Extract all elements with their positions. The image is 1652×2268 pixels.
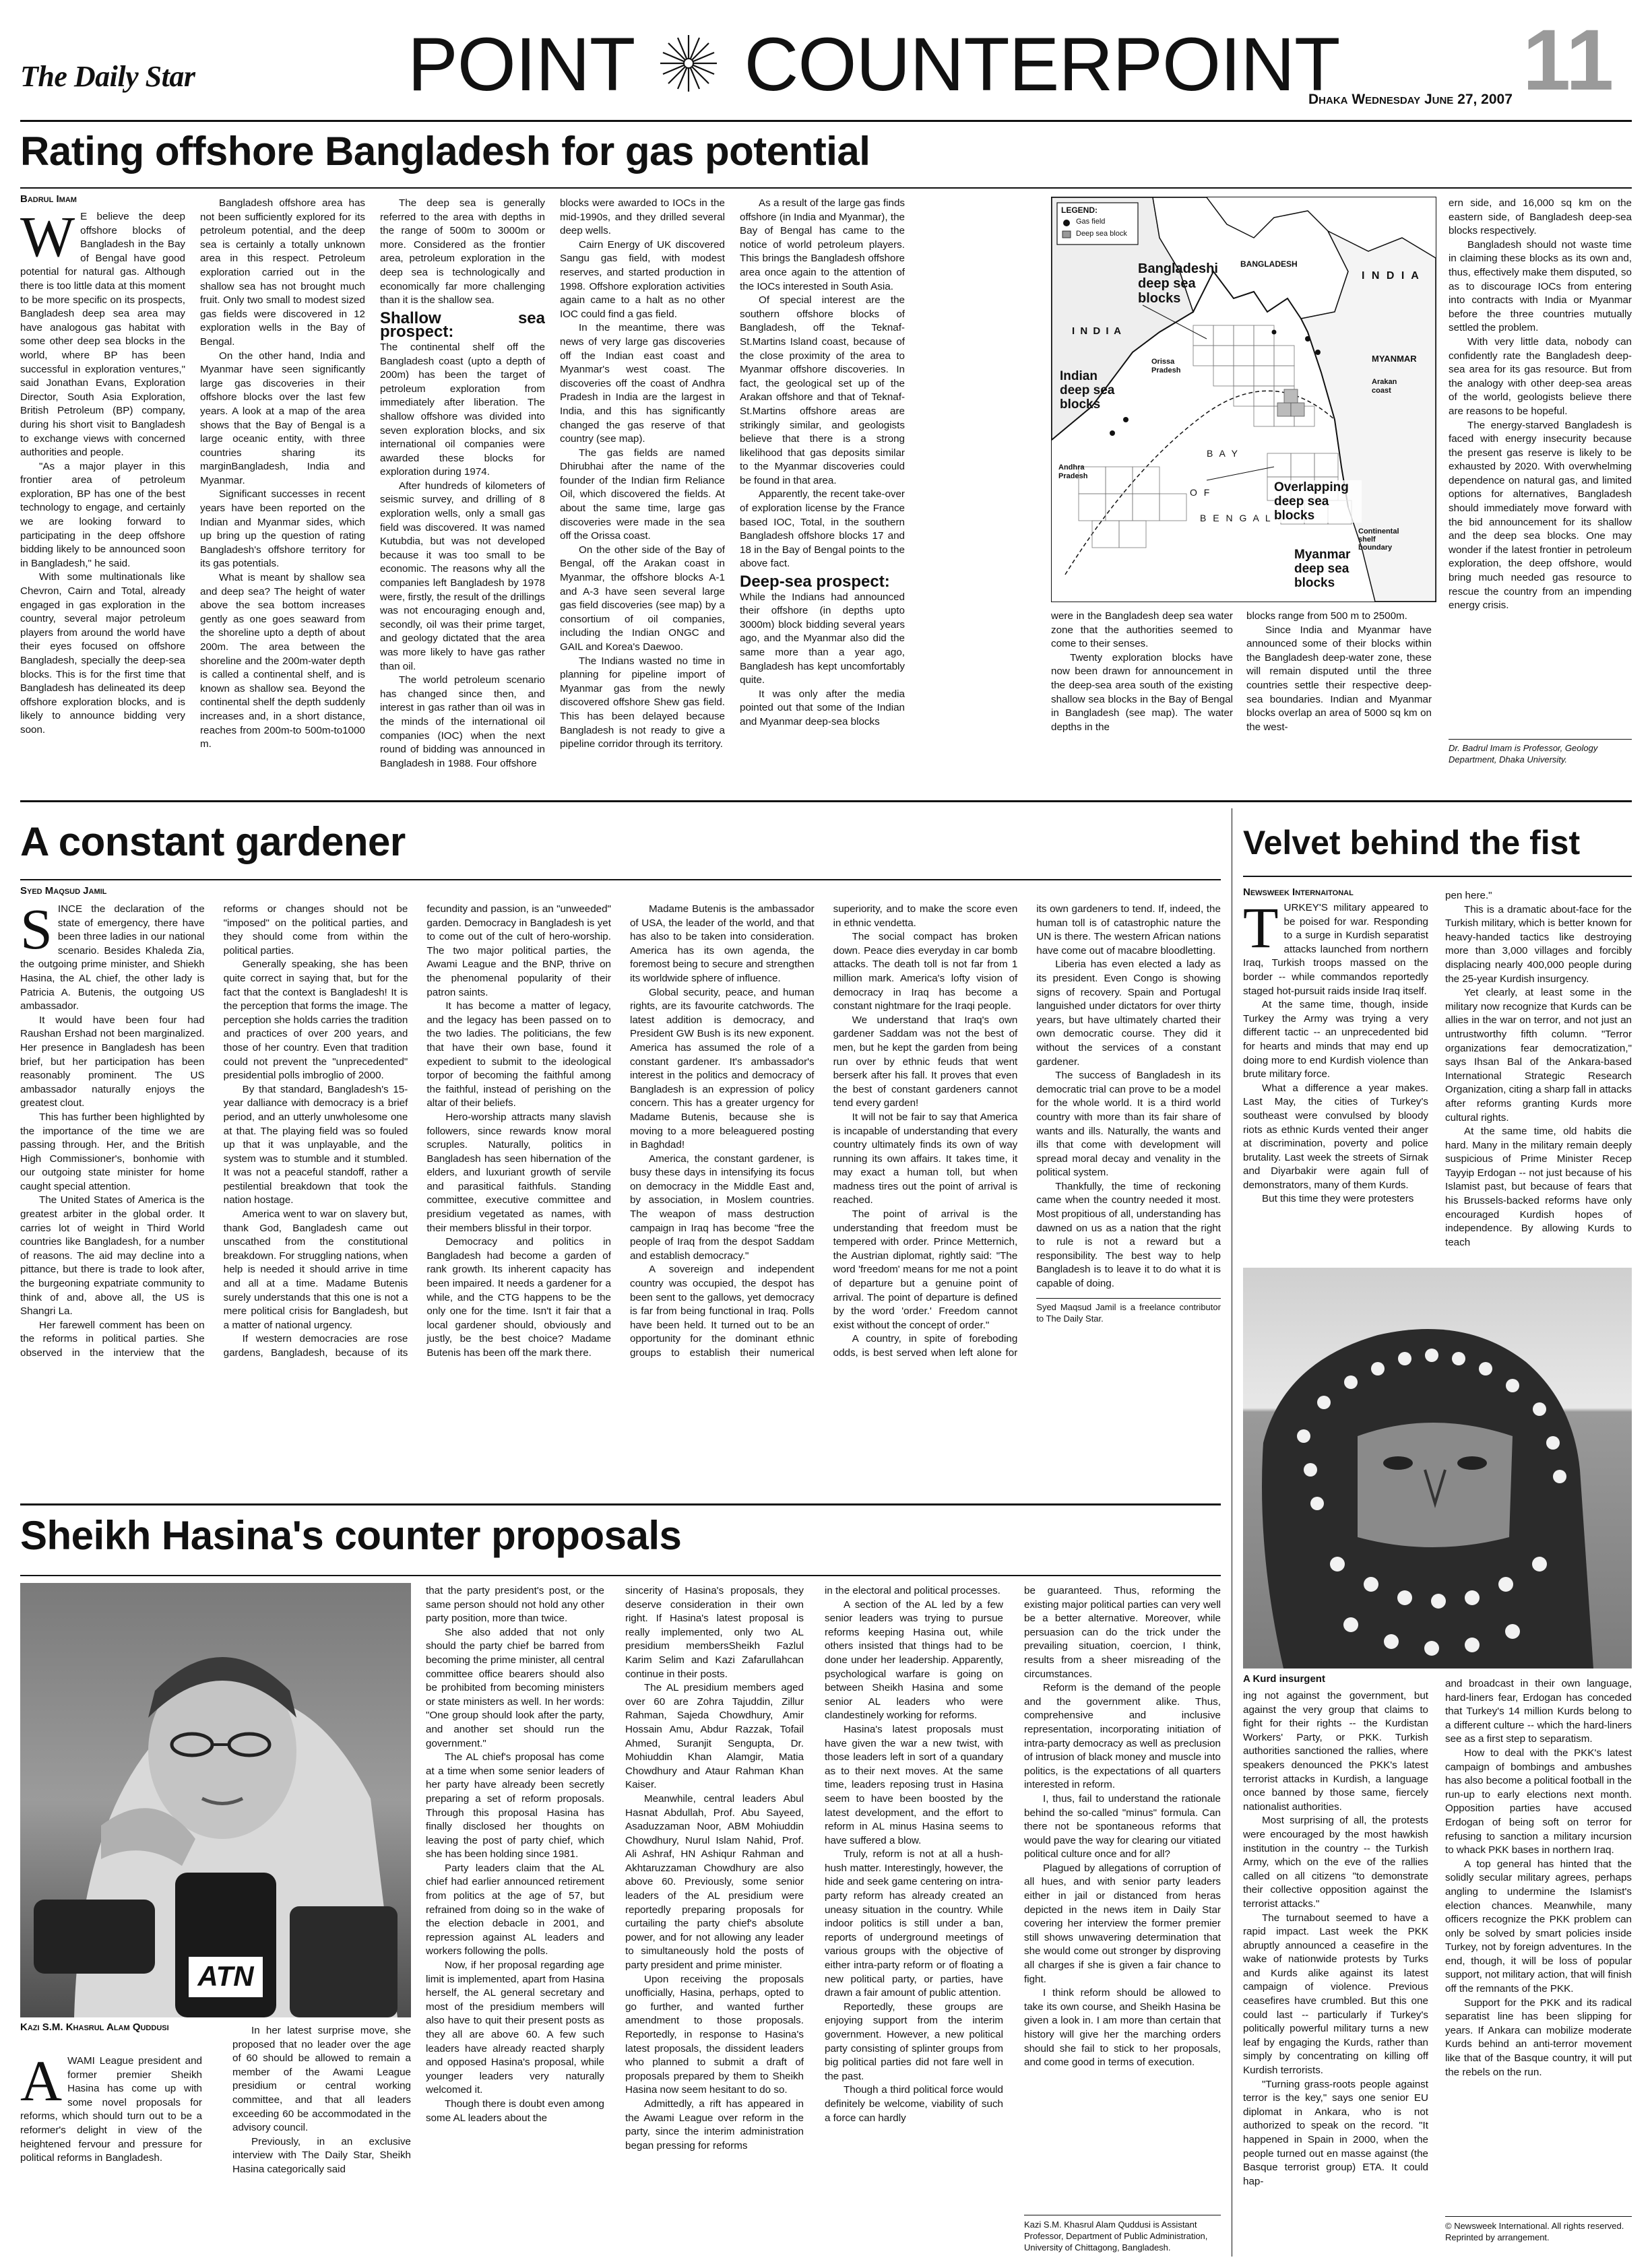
article3-p: ing not against the government, but against the very group that claims to fight for their rights -- the Kurdistan Workers' Party, or PKK. Turkish authorities sanctioned the rallies, where speakers denounced the PKK's latest terrorist attacks in Kurdish, a language once banned by those same, fiercely nationalist authorities. [1243,1690,1428,1813]
article3-col2 [1445,889,1632,1265]
article1-p: It was only after the media pointed out that some of the Indian and Myanmar deep-sea blocks [740,688,905,727]
article4-p: that the party president's post, or the same person should not hold any other party position, more than twice. [426,1585,604,1625]
article2-p: A country, in spite of foreboding odds, is best served when left alone for its own gardeners to tend. If, indeed, the human toll is of catastrophic nature the UN is there. The western African nations have come out of macabre bloodletting. [833,903,1221,1359]
article4-p: In her latest surprise move, she proposed that no leader over the age of 60 should be allowed to remain a member of the Awami League presidium or central working committee, and that all leaders exceeding 60 be accommodated in the advisory council. [232,2025,411,2134]
article2-p: America, the constant gardener, is busy these days in intensifying its focus on democracy in the Middle East and, by association, in Moslem countries. The weapon of mass destruction campaign in Iraq has become "free the people of Iraq from the despot Saddam and establish democracy." [629,1153,815,1262]
article4-p: I think reform should be allowed to take its own course, and Sheikh Hasina be given a look in. I am more than certain that history will give her the marching orders should she fail to stick to her proposals, and come good in terms of execution. [1024,1987,1221,2069]
map-label-bangladesh: BANGLADESH [1240,259,1298,269]
article4-p: Reform is the demand of the people and the government alike. Thus, comprehensive and inclusive representation, incorporating initiation of intra-party democracy as well as preclusion of intrusion of black money and muscle into politics, is the expectations of all quarters interested in reform. [1024,1682,1221,1791]
article4-p: be guaranteed. Thus, reforming the existing major political parties can very well be a better alternative. Moreover, while persuasion can do the trick under the prevailing situation, coercion, I think, results from a sheer misreading of the circumstances. [1024,1585,1221,1680]
article1-p: As a result of the large gas finds offshore (in India and Myanmar), the Bay of Bengal has came to the notice of world petroleum players. This brings the Bangladesh offshore area once again to the attention of the IOCs interested in South Asia. [740,197,905,292]
article1-p: The deep sea is generally referred to the area with depths in the range of 500m to 3000m or more. Considered as the frontier area, petroleum exploration in the deep sea is technologically and economically far more challenging than it is the shallow sea. [380,197,545,306]
article1-p: were in the Bangladesh deep sea water zone that the authorities seemed to come to their senses. [1051,610,1233,650]
compass-star-icon [658,32,720,94]
map-label-india-right: I N D I A [1362,270,1421,282]
article2-p: INCE the declaration of the state of emergency, there have been three ladies in our national scenario. Besides Khaleda Zia, the outgoing prime minister, and Shiekh Hasina, the AL chief, the other lady is Patricia A. Butenis, the outgoing US ambassador. [20,903,205,1012]
article1-p: blocks range from 500 m to 2500m. [1246,610,1407,622]
article2-p: Thankfully, the time of reckoning came when the country needed it most. Most propitious of all, understanding has dawned on us as a nation that the right to rule is not a reward but a responsibility. The best way to help Bangladesh is to leave it to do what it is capable of doing. [1036,1180,1221,1290]
article3-p: URKEY'S military appeared to be poised for war. Responding to a surge in Kurdish separatist attacks launched from northern Iraq, Turkish troops massed on the border -- while commandos reportedly staged hot-pursuit raids inside Iraq itself. [1243,902,1428,997]
article1-subhead: Shallow sea prospect: [380,309,545,342]
article1-col8 [1449,197,1632,736]
article2-rule [20,879,1221,880]
sheikh-hasina-photo [20,1583,411,2017]
article4-p: Previously, in an exclusive interview with The Daily Star, Sheikh Hasina categorically said [232,2135,411,2175]
article3-p: Yet clearly, at least some in the military now recognize that Kurds can be allies in the war on terror, and not just an untrustworthy fifth column. "Terror organizations fear democratization," says Ihsan Bal of the Ankara-based International Strategic Research Organization, citing a sharp fall in attacks after reforms granting Kurds more cultural rights. [1445,987,1632,1124]
kurd-insurgent-photo [1243,1268,1632,1668]
article2-headline: A constant gardener [20,819,406,864]
map-label-india-left: I N D I A [1072,325,1122,337]
article3-p: This is a dramatic about-face for the Turkish military, which is better known for heavy-handed tactics like destroying more than 3,000 villages and forcibly displacing nearly 400,000 people during the 25-year Kurdish insurgency. [1445,903,1632,985]
map-label-bengal: B E N G A L [1200,513,1273,523]
page-number: 11 [1523,12,1614,108]
article4-p: A section of the AL led by a few senior leaders was trying to pursue reforms keeping Hasina out, while others insisted that things had to be done under her leadership. Apparently, psychological warfare is going on between Sheikh Hasina and some senior AL leaders who were clandestinely working for reforms. [825,1598,1003,1722]
article4-col4 [625,1584,804,2257]
article4-p: Plagued by allegations of corruption of all hues, and with senior party leaders either in jail or distanced from heras depicted in the news item in Daily Star covering her interview the former premier still shows unwavering determination that she would come out stronger by disproving all charges if she is given a fair chance to fight. [1024,1862,1221,1985]
article3-p: Support for the PKK and its radical separatist line has been slipping for years. If Ankara can mobilize moderate Kurds behind an anti-terror movement like that of the Basque country, it will put the rebels on the run. [1445,1997,1632,2078]
article1-p: On the other hand, India and Myanmar have seen significantly large gas discoveries in their offshore blocks over the last few years. A look at a map of the area shows that the Bay of Bengal is a large oceanic entity, with three countries sharing its marginBangladesh, India and Myanmar. [200,350,365,486]
map-label-orissa: Orissa Pradesh [1151,358,1181,375]
article1-p: The energy-starved Bangladesh is faced with energy insecurity because the present gas reserve is likely to be exhausted by 2020. With overwhelming dependence on natural gas, and limited options for alternatives, Bangladesh should immediately move forward with the bid announcement for its shallow and the deep sea blocks. One may wonder if the latest frontier in petroleum exploration, the deep offshore, would bring much needed gas resource to rescue the country from an impending energy crisis. [1449,419,1632,612]
article1-headline: Rating offshore Bangladesh for gas potential [20,129,870,174]
article2-p: Generally speaking, she has been quite correct in saying that, but for the fact that the context is Bangladesh! It is the perception that forms the image. The perception she holds carries the tradition and practices of over 200 years, and those of her country. Even that tradition could not prevent the "unprecedented" presidential polls imbroglio of 2000. [223,959,408,1082]
article1-col6 [1051,610,1233,790]
article3-p: pen here." [1445,890,1492,901]
article1-p: Bangladesh should not waste time in claiming these blocks as its own and, thus, effectively make them disputed, so as to discourage IOCs from entering into contracts with India or Myanmar before the three countries mutually settled the problem. [1449,238,1632,334]
section-divider-2 [20,1503,1221,1505]
article3-rule [1243,876,1632,877]
article1-p: With some multinationals like Chevron, Cairn and Total, already engaged in gas exploration in the country, several major petroleum players from around the world have their eyes focused on offshore Bangladesh, specially the deep-sea blocks. This is for the first time that Bangladesh has delineated its deep offshore exploration blocks, and is likely to announce bidding very soon. [20,571,185,736]
article1-p: Since India and Myanmar have announced some of their blocks within the Bangladesh deep-water zone, these will remain disputed until the three countries settle their respective deep-sea boundaries. Indian and Myanmar blocks overlap an area of 5000 sq km on the west- [1246,624,1432,733]
map-legend-title: LEGEND: [1061,205,1098,215]
section-title-counterpoint: COUNTERPOINT [744,22,1340,106]
article4-p: Truly, reform is not at all a hush-hush matter. Interestingly, however, the hide and seek game centering on intra-party reform has already created an uneasy situation in the country. While indoor politics is still under a ban, reports of underground meetings of various groups with the objective of either intra-party reform or of floating a new political party, or parties, have drawn a fair amount of public attention. [825,1848,1003,1999]
article1-p: ern side, and 16,000 sq km on the eastern side, of Bangladesh deep-sea blocks respectively. [1449,197,1632,237]
article1-p: Of special interest are the southern offshore blocks of Bangladesh, off the Teknaf-St.Martins Island coast, because of the close proximity of the area to Myanmar offshore discoveries. In fact, the geological set up of the Arakan offshore and that of Teknaf-St.Martins offshore areas are strikingly similar, and geologists believe that there is a strong likelihood that gas deposits similar to the Myanmar discoveries could be found in that area. [740,294,905,486]
map-legend-deep: Deep sea block [1076,230,1127,238]
article1-p: Cairn Energy of UK discovered Sangu gas field, with modest reserves, and started production in 1998. Offshore exploration activities again came to a halt as no other IOC could find a gas field. [560,238,725,320]
article1-rule [20,187,1632,189]
article1-p: The Indians wasted no time in planning for pipeline import of Myanmar gas from the newly discovered offshore Shew gas field. This has been delayed because Bangladesh is not ready to give a pipeline corridor through its territory. [560,655,725,750]
article1-p: With very little data, nobody can confidently rate the Bangladesh deep-sea area for its gas resource. But from the analogy with other deep-sea areas of the world, geologists believe there are reasons to be hopeful. [1449,335,1632,417]
map-label-myanmar-blocks: Myanmar deep sea blocks [1294,548,1351,590]
map-label-of: O F [1190,487,1212,498]
article4-p: in the electoral and political processes. [825,1585,1000,1596]
article4-p: Upon receiving the proposals unofficially, Hasina, perhaps, opted to go further, and wanted further amendment to those proposals. Reportedly, in response to Hasina's latest proposals, the dissident leaders who planned to submit a draft of proposals prepared by them to Sheikh Hasina now seem hesitant to do so. [625,1973,804,2096]
article2-byline: Syed Maqsud Jamil [20,885,107,897]
article4-p: The AL presidium members aged over 60 are Zohra Tajuddin, Zillur Rahman, Sajeda Chowdhury, Amir Hossain Amu, Abdur Razzak, Tofail Ahmed, Suranjit Sengupta, Dr. Mohiuddin Khan Alamgir, Matia Chowdhury and Ataur Rahman Khan Kaiser. [625,1682,804,1791]
article3-p: "Turning grass-roots people against terror is the key," says one senior EU diplomat in Ankara, who is not authorized to speak on the record. "It happened in Spain in 2000, when the people turned out en masse against (the Basque terrorist group) ETA. It could hap- [1243,2078,1428,2187]
masthead-rule [20,120,1632,122]
article3-p: At the same time, though, inside Turkey the Army was trying a very different tactic -- an unprecedented bid for hearts and minds that may end up doing more to end Kurdish violence than brute military force. [1243,999,1428,1080]
article4-col5 [825,1584,1003,2257]
article4-p: She also added that not only should the party chief be barred from becoming the prime minister, all central committee office bearers should also be prohibited from becoming ministers or state ministers as well. In her words: "One group should look after the party, and another set should run the government." [426,1626,604,1749]
map-label-overlap: Overlapping deep sea blocks [1274,480,1362,523]
article4-p: Hasina's latest proposals must have given the war a new twist, with those leaders left in sort of a quandary as to their next moves. At the same time, leaders reposing trust in Hasina seem to have been boosted by the latest development, and the effort to reform in AL minus Hasina seems to have suffered a blow. [825,1723,1003,1846]
article1-col7 [1246,610,1432,790]
article4-p: Party leaders claim that the AL chief had earlier announced retirement from politics at the age of 57, but refrained from doing so in the wake of the election debacle in 2001, and repression against AL leaders and workers following the polls. [426,1862,604,1957]
section-title-point: POINT [408,22,634,106]
hasina-figure [20,1583,411,2017]
article1-p: After hundreds of kilometers of seismic survey, and drilling of 8 exploration wells, only a small gas field was discovered. It was named Kutubdia, but was not developed because it was too small to be economic. The reasons why all the companies left Bangladesh by 1978 were, firstly, the result of the drillings was not encouraging enough and, secondly, oil was their prime target, and geology dictated that the area was more likely to have gas rather than oil. [380,480,545,672]
article4-p: sincerity of Hasina's proposals, they deserve consideration in their own right. If Hasina's latest proposal is really implemented, only two AL presidium membersSheikh Fazlul Karim Selim and Kazi Zafarullahcan continue in their posts. [625,1585,804,1680]
article3-headline: Velvet behind the fist [1243,824,1581,862]
article3-p: The turnabout seemed to have a rapid impact. Last week the PKK abruptly announced a ceasefire in the wake of nationwide protests by Turks and Kurds alike against its latest campaign of violence. Previous ceasefires have crumbled. But this one could last -- particularly if Turkey's politically powerful military turns a new leaf by engaging the Kurds, rather than simply by concentrating on killing off Kurdish terrorists. [1243,1912,1428,2077]
article3-dropcap: T [1243,901,1279,960]
article2-p: This has further been highlighted by the importance of the time we are passing through. Her, and the British High Commissioner's, bonhomie with our outgoing state minister for home caught special attention. [20,1111,205,1192]
article3-p: At the same time, old habits die hard. Many in the military remain deeply suspicious of Prime Minister Recep Tayyip Erdogan -- not just because of his Islamist past, but because of fears that his Brussels-backed reforms have only encouraged Kurdish hopes of independence. By allowing Kurds to teach [1445,1126,1632,1248]
article1-dropcap: W [20,210,75,269]
article1-col1 [20,210,185,789]
article4-headline: Sheikh Hasina's counter proposals [20,1513,682,1558]
gas-map [1051,197,1436,602]
article1-p: The world petroleum scenario has changed since then, and interest in gas rather than oil was in the minds of the international oil companies (IOC) when the next round of bidding was announced in Bangladesh in 1988. Four offshore [380,674,545,769]
article2-p: If western democracies are rose gardens, Bangladesh, because of its fecundity and passion, is an "unweeded" garden. Democracy in Bangladesh is yet to come out of the cult of hero-worship. The two major political parties, the Awami League and the BNP, thrive on the phenomenal popularity of their patron saints. [223,903,611,1359]
article1-p: While the Indians had announced their offshore (in depths upto 3000m) block bidding several years ago, and the Myanmar also did the same more than a year ago, Bangladesh has kept uncomfortably quite. [740,591,905,686]
article3-p: and broadcast in their own language, hard-liners fear, Erdogan has conceded that Turkey's 14 million Kurds belong to a different culture -- which the hard-liners see as a first step to separatism. [1445,1678,1632,1745]
map-label-shelf: Continental shelf boundary [1358,527,1399,552]
article1-p: What is meant by shallow sea and deep sea? The height of water above the sea bottom increases gently as one goes seaward from the shoreline upto a depth of about 200m. The area between the shoreline and the 200m-water depth is called a continental shelf, and is known as shallow sea. Beyond the continental shelf the depth suddenly increases and, in a short distance, reaches from 200m-to 500m-to1000 m. [200,572,365,750]
article2-p: Democracy and politics in Bangladesh had become a garden of rank growth. Its inherent capacity has been impaired. It needs a gardener for a while, and the CTG happens to be the only one for the time. Isn't it fair that a local gardener should, obviously and justly, be the best choice? Madame Butenis has been off the mark there. [426,1236,611,1359]
article2-p: The social compact has broken down. Peace dies everyday in car bomb attacks. The death toll is not far from 1 million mark. America's lofty vision of democracy in Iraq has become a constant nightmare for the Iraqi people. [833,931,1018,1012]
article4-col1 [20,2054,202,2257]
map-label-bay: B A Y [1207,448,1240,459]
article4-col2 [232,2024,411,2257]
article2-dropcap: S [20,903,53,961]
map-legend-gas: Gas field [1076,218,1106,226]
article2-p: America went to war on slavery but, thank God, Bangladesh came out unscathed from the constitutional breakdown. For struggling nations, when help is needed it should arrive in time and all at a time. Madame Butenis surely understands that this one is not a mere political crisis for Bangladesh, but a matter of national urgency. [223,1208,408,1331]
article2-p: By that standard, Bangladesh's 15-year dalliance with democracy is a brief period, and an utterly unwholesome one at that. The playing field was so fouled up that it was unplayable, and the system was to stumble and it stumbled. It was not a peaceful standoff, rather a pestilential breakdown that took the nation hostage. [223,1083,408,1206]
article1-p: blocks were awarded to IOCs in the mid-1990s, and they drilled several deep wells. [560,197,725,237]
article1-footnote-rule [1449,739,1632,740]
section-title [408,22,1340,106]
article2-p: Her farewell comment has been on the reforms in political parties. She observed in the interview that the reforms or changes should not be "imposed" on the political parties, and they should come from within the political parties. [20,903,408,1359]
article2-p: It has become a matter of legacy, and the legacy has been passed on to the two ladies. The politicians, the few that have their own base, found it expedient to submit to the ideological torpor of becoming the faithful among the faithful, instead of perishing on the altar of their beliefs. [426,1000,611,1109]
atn-mic-label: ATN [197,1960,254,1992]
article1-p: The gas fields are named Dhirubhai after the name of the founder of the Indian firm Reliance Oil, which discovered the fields. At about the same time, large gas discoveries were made in the sea off the Orissa coast. [560,447,725,542]
article3-footnote-rule [1445,2216,1632,2217]
map-label-indian-blocks: Indian deep sea blocks [1060,369,1115,412]
article3-p: How to deal with the PKK's latest campaign of bombings and ambushes has also become a political football in the run-up to early elections next month. Opposition parties have accused Erdogan of being soft on terror for refusing to sanction a military incursion to whack PKK bases in northern Iraq. [1445,1747,1632,1856]
article4-byline: Kazi S.M. Khasrul Alam Quddusi [20,2021,169,2033]
article4-dropcap: A [20,2054,63,2113]
article3-byline: Newsweek Internaitonal [1243,886,1354,898]
article4-p: Reportedly, these groups are enjoying support from the interim government. However, a new political party consisting of splinter groups from big political parties did not fare well in the past. [825,2001,1003,2082]
article1-p: E believe the deep offshore blocks of Bangladesh in the Bay of Bengal have good potential for natural gas. Although there is too little data at this moment to be more specific on its prospects, Bangladesh deep sea area may have analogous gas habitat with some other deep sea blocks in the world, where BP has been successful in exploration ventures," said Jonathan Evans, Exploration Director, South Asia Exploration, British Petroleum (BP) company, during his short visit to Bangladesh to exchange views with concerned authorities and people. [20,211,185,459]
paper-logo: The Daily Star [20,60,195,93]
article1-p: In the meantime, there was news of very large gas discoveries off the Indian east coast and Myanmar's west coast. The discoveries off the coast of Andhra Pradesh in India are the largest in India, and this has significantly changed the gas reserve of that country (see map). [560,322,725,445]
article1-p: Significant successes in recent years have been reported on the Indian and Myanmar sides, which up bring up the question of rating Bangladesh's offshore territory for its gas potentials. [200,488,365,570]
article2-p: The success of Bangladesh in its democratic trial can prove to be a model for the whole world. It is a third world country with more than its fair share of wants and ills. Naturally, the wants and ills that come with development will spread moral decay and venality in the political system. [1036,1070,1221,1179]
map-label-andhra: Andhra Pradesh [1058,463,1088,480]
article4-p: Now, if her proposal regarding age limit is implemented, apart from Hasina herself, the AL general secretary and most of the presidium members will also have to quit their present posts as they all are above 60. A few such leaders have already reacted sharply and opposed Hasina's proposal, while younger leaders very naturally welcomed it. [426,1959,604,2096]
article3-col1 [1243,901,1428,1265]
article3-p: What a difference a year makes. Last May, the cities of Turkey's southeast were convulsed by bloody riots as ethnic Kurds vented their anger at discrimination, poverty and police brutality. Last week the streets of Sirnak and Diyarbakir were again full of demonstrators, many of them Kurds. [1243,1082,1428,1191]
article2-p: Liberia has even elected a lady as its president. Even Congo is showing signs of recovery. Spain and Portugal languished under dictators for over thirty years, but have ultimately charted their own democratic course. They did it without the services of a constant gardener. [1036,959,1221,1068]
article3-p: A top general has hinted that the solidly secular military agrees, perhaps angling to undermine the Islamist's election chances. Meanwhile, many officers recognize the PKK problem can only be solved by smart policies inside Turkey, not by foreign adventures. In the end, though, it will be loss of popular support, not military action, that will finish off the remnants of the PKK. [1445,1858,1632,1995]
article1-p: On the other side of the Bay of Bengal, off the Arakan coast in Myanmar, the offshore blocks A-1 and A-3 have seen several large gas field discoveries (see map) by a consortium of oil companies, including the Indian ONGC and GAIL and Korea's Daewoo. [560,544,725,653]
article1-col2 [200,197,365,789]
article1-col5 [740,197,905,789]
kurd-insurgent-figure [1243,1268,1632,1668]
article4-p: I, thus, fail to understand the rationale behind the so-called "minus" formula. Can there not be spontaneous reforms that would pave the way for clearing our vitiated political culture once and for all? [1024,1792,1221,1860]
article4-p: Though there is doubt even among some AL leaders about the [426,2098,604,2124]
article3-col3 [1243,1689,1428,2255]
article4-p: WAMI League president and former premier Sheikh Hasina has come up with some novel proposals for reforms, which should turn out to be a reformer's delight in view of the heightened fervour and pressure for political reforms in Bangladesh. [20,2055,202,2164]
article1-p: Bangladesh offshore area has not been sufficiently explored for its petroleum potential, and the deep sea is certainly a totally unknown area in this respect. Petroleum exploration carried out in the shallow sea has not brought much fruit. Only two small to modest sized gas fields were discovered in 12 exploration wells in the Bay of Bengal. [200,197,365,348]
kurd-photo-caption: A Kurd insurgent [1243,1673,1325,1685]
article2-p: The United States of America is the greatest arbiter in the global order. It carries lot of weight in Third World countries like Bangladesh, for a number of reasons. The aid may decline into a pittance, but there is trade to look after, the burgeoning expatriate community to think of and, above all, the US is Shangri La. [20,1194,205,1318]
article4-col6 [1024,1584,1221,2211]
article1-p: "As a major player in this frontier area of petroleum exploration, BP has one of the best technology to engage, and certainly we are looking forward to participating in the deep offshore bidding likely to be announced soon in Bangladesh," he said. [20,460,185,569]
article1-byline: Badrul Imam [20,193,77,205]
dateline: Dhaka Wednesday June 27, 2007 [1308,92,1513,107]
article2-footnote: Syed Maqsud Jamil is a freelance contributor to The Daily Star. [1036,1298,1221,1324]
article3-col4 [1445,1677,1632,2209]
article4-rule [20,1575,1221,1576]
article1-p: Twenty exploration blocks have now been drawn for announcement in the deep-sea area south of the existing shallow sea blocks in the Bay of Bengal in Bangladesh (see map). The water depths in the [1051,651,1233,733]
article2-p: The point of arrival is the understanding that freedom must be tempered with order. Prince Metternich, the Austrian diplomat, rightly said: "The word 'freedom' means for me not a point of departure but a genuine point of arrival. The point of departure is defined by the word 'order.' Freedom cannot exist without the concept of order." [833,1208,1018,1331]
article1-p: Apparently, the recent take-over of exploration license by the France based IOC, Total, in the southern Bangladesh offshore blocks 17 and 18 in the Bay of Bengal points to the above fact. [740,488,905,570]
article1-subhead: Deep-sea prospect: [740,573,890,591]
article4-p: Admittedly, a rift has appeared in the Awami League over reform in the party, since the interim administration began pressing for reforms [625,2098,804,2151]
article4-p: The AL chief's proposal has come at a time when some senior leaders of her party have already been secretly preparing a set of reform proposals. Through this proposal Hasina has finally disclosed her thoughts on leaving the post of party chief, which she has been holding since 1981. [426,1751,604,1860]
section-divider-1 [20,800,1632,802]
map-label-myanmar: MYANMAR [1372,354,1417,364]
article1-col4 [560,197,725,789]
article2-p: Hero-worship attracts many slavish followers, since rewards know moral scruples. Naturally, politics in Bangladesh has seen hibernation of the elders, and luxuriant growth of servile and parasitical faithfuls. Standing committee, executive committee and presidium vegetated as names, with their members blissful in their torpor. [426,1111,611,1234]
article2-p: We understand that Iraq's own gardener Saddam was not the best of men, but he kept the garden from being run over by ethnic feuds that went berserk after his fall. It proves that even the best of constant gardeners cannot tend every garden! [833,1014,1018,1109]
article4-p: Though a third political force would definitely be welcome, viability of such a force can hardly [825,2084,1003,2124]
article1-col3 [380,197,545,789]
article3-p: But this time they were protesters [1262,1193,1414,1205]
article1-footnote: Dr. Badrul Imam is Professor, Geology Department, Dhaka University. [1449,743,1598,765]
article4-col3 [426,1584,604,2257]
map-label-bd-blocks: Bangladeshi deep sea blocks [1138,261,1218,306]
article3-footnote: © Newsweek International. All rights reserved. Reprinted by arrangement. [1445,2221,1624,2242]
article4-footnote: Kazi S.M. Khasrul Alam Quddusi is Assistant Professor, Department of Public Administration, University of Chittagong, Bangladesh. [1024,2220,1208,2253]
article2-p: It would have been four had Raushan Ershad not been marginalized. Her presence in Bangladesh has been brief, but her participation has been reasonably prominent. The US ambassador naturally enjoys the greatest clout. [20,1014,205,1109]
article3-p: Most surprising of all, the protests were encouraged by the most hawkish institution in the country -- the Turkish Army, which on the eve of the rallies called on all citizens "to demonstrate their collective opposition against the terrorist attacks." [1243,1815,1428,1910]
article1-p: The continental shelf off the Bangladesh coast (upto a depth of 200m) has been the target of petroleum exploration from immediately after liberation. The shallow offshore was divided into seven exploration blocks, and six international oil companies were awarded these blocks for exploration during 1974. [380,341,545,478]
article2-p: It will not be fair to say that America is incapable of understanding that every country ultimately finds its own of way running its own affairs. It takes time, it may exact a human toll, but when madness tires out the point of arrival is reached. [833,1111,1018,1206]
article2-p: Madame Butenis is the ambassador of USA, the leader of the world, and that has also to be taken into consideration. America has its own agenda, the foremost being to secure and strengthen its worldwide sphere of influence. [629,903,815,984]
article2-p: Global security, peace, and human rights, are its favourite catchwords. The latest addition is democracy, and President GW Bush is its new exponent. America has assumed the role of a constant gardener. It's ambassador's interest in the politics and democracy of Bangladesh is an expression of policy concern. This has a greater urgency for Madame Butenis, because she is moving to a more beleaguered posting in Baghdad! [629,986,815,1151]
article4-p: Meanwhile, central leaders Abul Hasnat Abdullah, Prof. Abu Sayeed, Asaduzzaman Noor, ABM Mohiuddin Chowdhury, Nurul Islam Nahid, Prof. Ali Ashraf, HN Ashiqur Rahman and Akhtaruzzaman Chowdhury are also above 60. Previously, some senior leaders of the AL presidium were reportedly preparing proposals for curtailing the party chief's absolute power, and for not allowing any leader to simultaneously hold the posts of party president and prime minister. [625,1792,804,1972]
map-label-arakan: Arakan coast [1372,378,1397,395]
article2-p: A sovereign and independent country was occupied, the despot has been sent to the gallows, yet democracy is far from being functional in Iraq. Polls have been held. It turned out to be an opportunity for the dominant ethnic groups to establish their numerical superiority, and to make the score even in ethnic vendetta. [629,903,1018,1359]
